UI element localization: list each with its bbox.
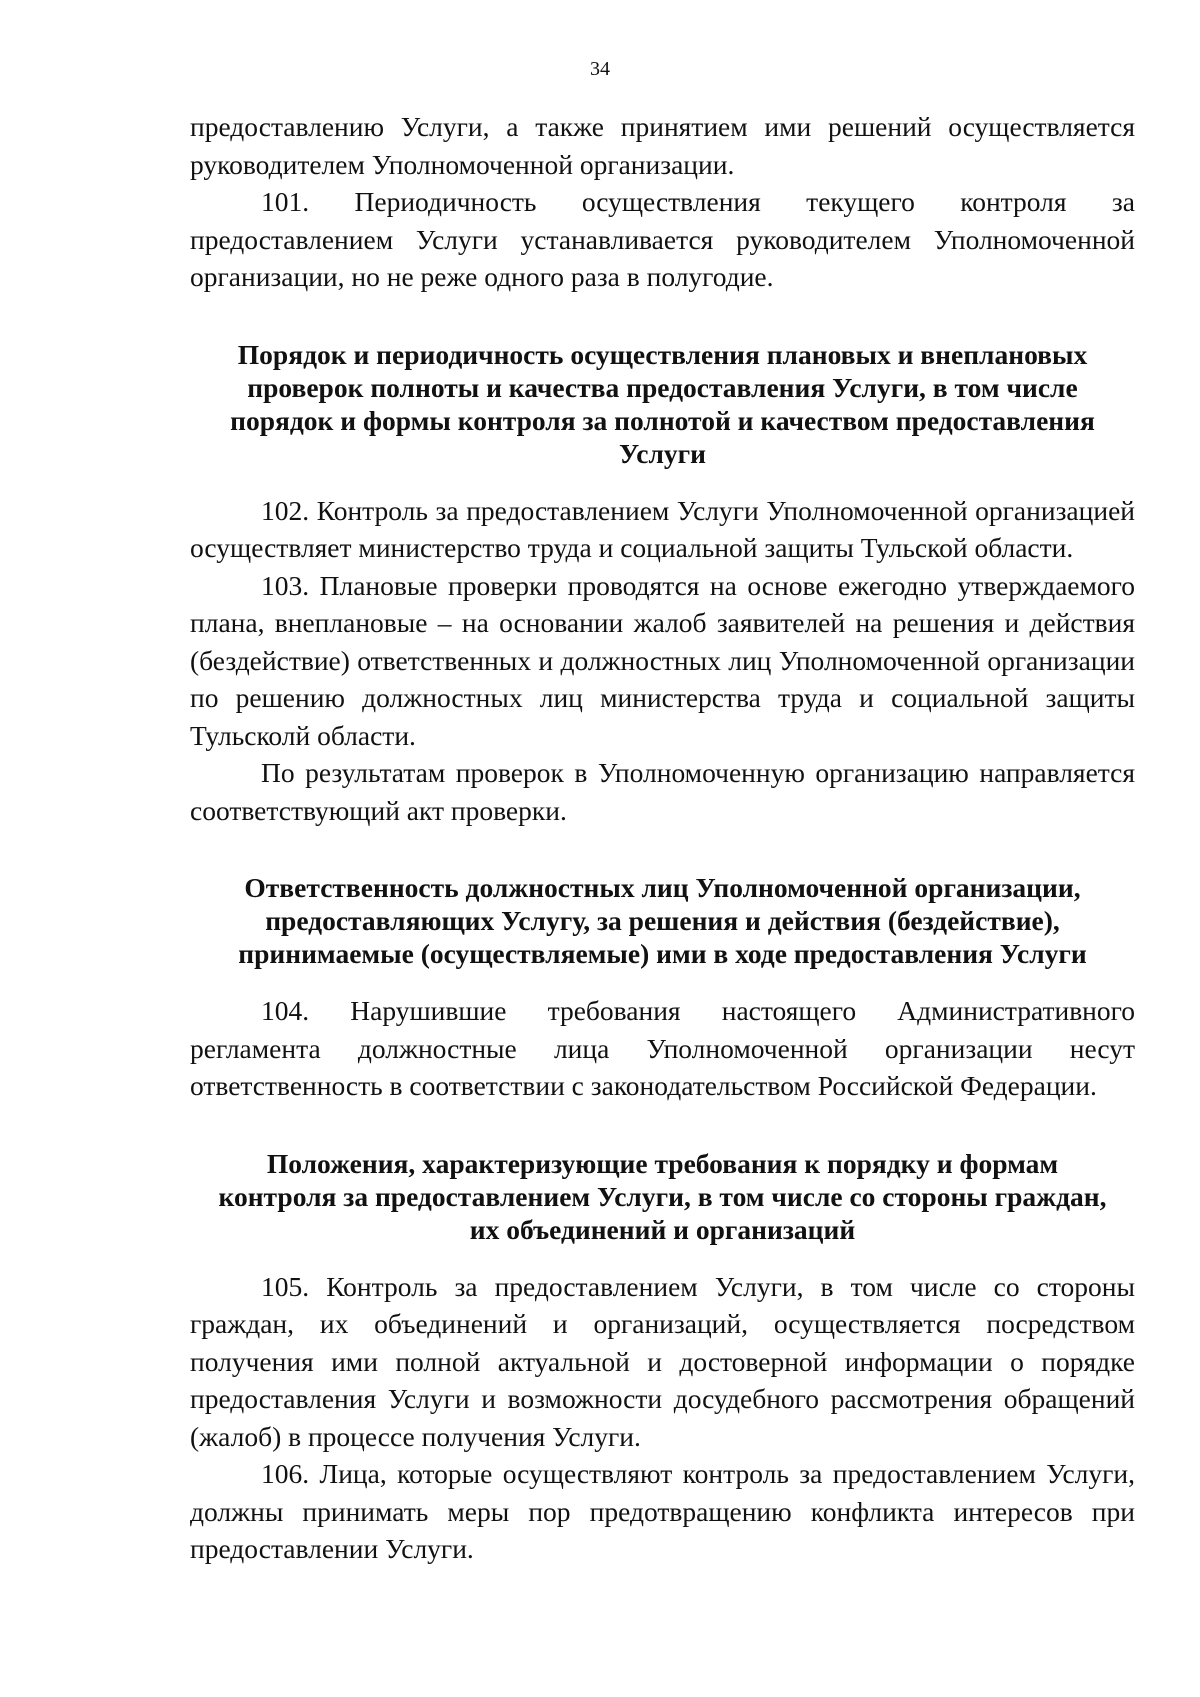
heading-line: предоставляющих Услугу, за решения и действия (бездействие), (265, 905, 1060, 936)
heading-line: порядок и формы контроля за полнотой и качеством предоставления (230, 404, 1095, 436)
heading-line: Услуги (619, 437, 706, 469)
paragraph-results: По результатам проверок в Уполномоченную организацию направляется соответствующий акт проверки. (190, 757, 1135, 826)
section-heading-responsibility (190, 871, 1135, 970)
paragraph-continuation: предоставлению Услуги, а также принятием ими решений осуществляется руководителем Уполномоченной организации. (190, 111, 1135, 180)
paragraph-105: 105. Контроль за предоставлением Услуги, в том числе со стороны граждан, их объединений и организаций, осуществляется посредством получения ими полной актуальной и достоверной информации о порядке предоставления Услуги и возможности досудебного рассмотрения обращений (жалоб) в процессе получения Услуги. (190, 1270, 1135, 1452)
heading-line: проверок полноты и качества предоставления Услуги, в том числе (247, 371, 1078, 403)
paragraph-106: 106. Лица, которые осуществляют контроль за предоставлением Услуги, должны принимать меры пор предотвращению конфликта интересов при предоставлении Услуги. (190, 1458, 1135, 1564)
paragraph-104: 104. Нарушившие требования настоящего Административного регламента должностные лица Уполномоченной организации несут ответственность в соответствии с законодательством Российской Федерации. (190, 995, 1135, 1101)
heading-line: принимаемые (осуществляемые) ими в ходе предоставления Услуги (238, 938, 1087, 969)
document-body (190, 108, 1135, 1568)
heading-line: Положения, характеризующие требования к порядку и формам (266, 1147, 1059, 1179)
heading-line: их объединений и организаций (469, 1213, 856, 1245)
section-heading-inspections (190, 338, 1135, 470)
page-number: 34 (590, 58, 610, 80)
heading-line: контроля за предоставлением Услуги, в том числе со стороны граждан, (218, 1180, 1107, 1212)
paragraph-103: 103. Плановые проверки проводятся на основе ежегодно утверждаемого плана, внеплановые – на основании жалоб заявителей на решения и действия (бездействие) ответственных и должностных лиц Уполномоченной организации по решению должностных лиц министерства труда и социальной защиты Тульсколй области. (190, 569, 1135, 751)
heading-line: Порядок и периодичность осуществления плановых и внеплановых (237, 338, 1088, 370)
section-heading-citizen-control (190, 1147, 1135, 1246)
heading-line: Ответственность должностных лиц Уполномоченной организации, (244, 872, 1081, 903)
paragraph-101: 101. Периодичность осуществления текущего контроля за предоставлением Услуги устанавливается руководителем Уполномоченной организации, но не реже одного раза в полугодие. (190, 186, 1135, 292)
paragraph-102: 102. Контроль за предоставлением Услуги Уполномоченной организацией осуществляет министерство труда и социальной защиты Тульской области. (190, 494, 1135, 563)
